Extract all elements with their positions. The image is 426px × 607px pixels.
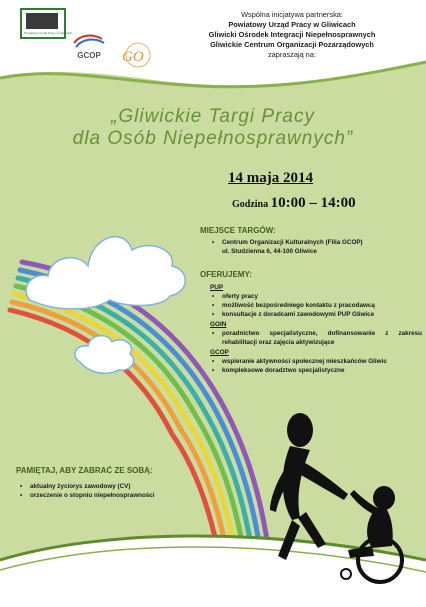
venue-heading: MIEJSCE TARGÓW: bbox=[200, 226, 276, 235]
go-logo-text: GO bbox=[122, 49, 144, 65]
partner-3: Gliwickie Centrum Organizacji Pozarządowych bbox=[210, 40, 374, 49]
offer-list-goin bbox=[210, 329, 422, 347]
offer-item: • konsultacje z doradcami zawodowymi PUP Gliwice bbox=[210, 310, 422, 319]
offer-org-goin: GOIN bbox=[210, 321, 227, 328]
offer-item: • oferty pracy bbox=[210, 292, 422, 301]
gcop-logo-text: GCOP bbox=[77, 51, 101, 60]
offer-item: • możliwość bezpośredniego kontaktu z pracodawcą bbox=[210, 301, 422, 310]
title-line-2: dla Osób Niepełnosprawnych” bbox=[72, 128, 354, 149]
event-date: 14 maja 2014 bbox=[228, 170, 313, 186]
partners-intro: Wspólna inicjatywa partnerska: bbox=[241, 10, 343, 19]
pup-logo-caption: Powiatowy Urząd Pracy w Gliwicach bbox=[24, 31, 73, 35]
offer-org-pup: PUP bbox=[210, 284, 224, 291]
remember-block bbox=[18, 482, 228, 500]
remember-list bbox=[18, 482, 228, 500]
offer-heading: OFERUJEMY: bbox=[200, 270, 252, 279]
venue-name: • Centrum Organizacji Kulturalnych (Filia GCOP) bbox=[210, 238, 410, 247]
offer-block bbox=[210, 282, 422, 375]
partner-1: Powiatowy Urząd Pracy w Gliwicach bbox=[228, 20, 356, 29]
title-line-1: „Gliwickie Targi Pracy bbox=[111, 106, 315, 127]
go-logo bbox=[114, 42, 158, 72]
offer-item: • wspieranie aktywności społecznej mieszkańców Gliwic bbox=[210, 357, 422, 366]
time-label: Godzina bbox=[232, 199, 269, 210]
time-value: 10:00 – 14:00 bbox=[270, 195, 356, 211]
event-time bbox=[232, 195, 356, 212]
pup-logo bbox=[20, 8, 73, 39]
venue-block bbox=[210, 238, 410, 256]
venue-address: ul. Studzienna 6, 44-100 Gliwice bbox=[222, 248, 317, 255]
offer-list-pup bbox=[210, 292, 422, 319]
offer-list-gcop bbox=[210, 357, 422, 375]
invite-text: zapraszają na: bbox=[267, 50, 317, 59]
remember-item: • orzeczenie o stopniu niepełnosprawności bbox=[18, 491, 228, 500]
offer-item: • poradnictwo specjalistyczne, dofinansowanie z zakresu rehabilitacji oraz zajęcia aktywizujące bbox=[210, 329, 422, 347]
gcop-logo bbox=[70, 33, 108, 61]
offer-item: • kompleksowe doradztwo specjalistyczne bbox=[210, 366, 422, 375]
partners-header bbox=[172, 10, 412, 60]
partner-2: Gliwicki Ośrodek Integracji Niepełnosprawnych bbox=[208, 30, 376, 39]
remember-item: • aktualny życiorys zawodowy (CV) bbox=[18, 482, 228, 491]
offer-org-gcop: GCOP bbox=[210, 349, 229, 356]
remember-heading: PAMIĘTAJ, ABY ZABRAĆ ZE SOBĄ: bbox=[16, 466, 153, 475]
event-title bbox=[10, 106, 416, 150]
